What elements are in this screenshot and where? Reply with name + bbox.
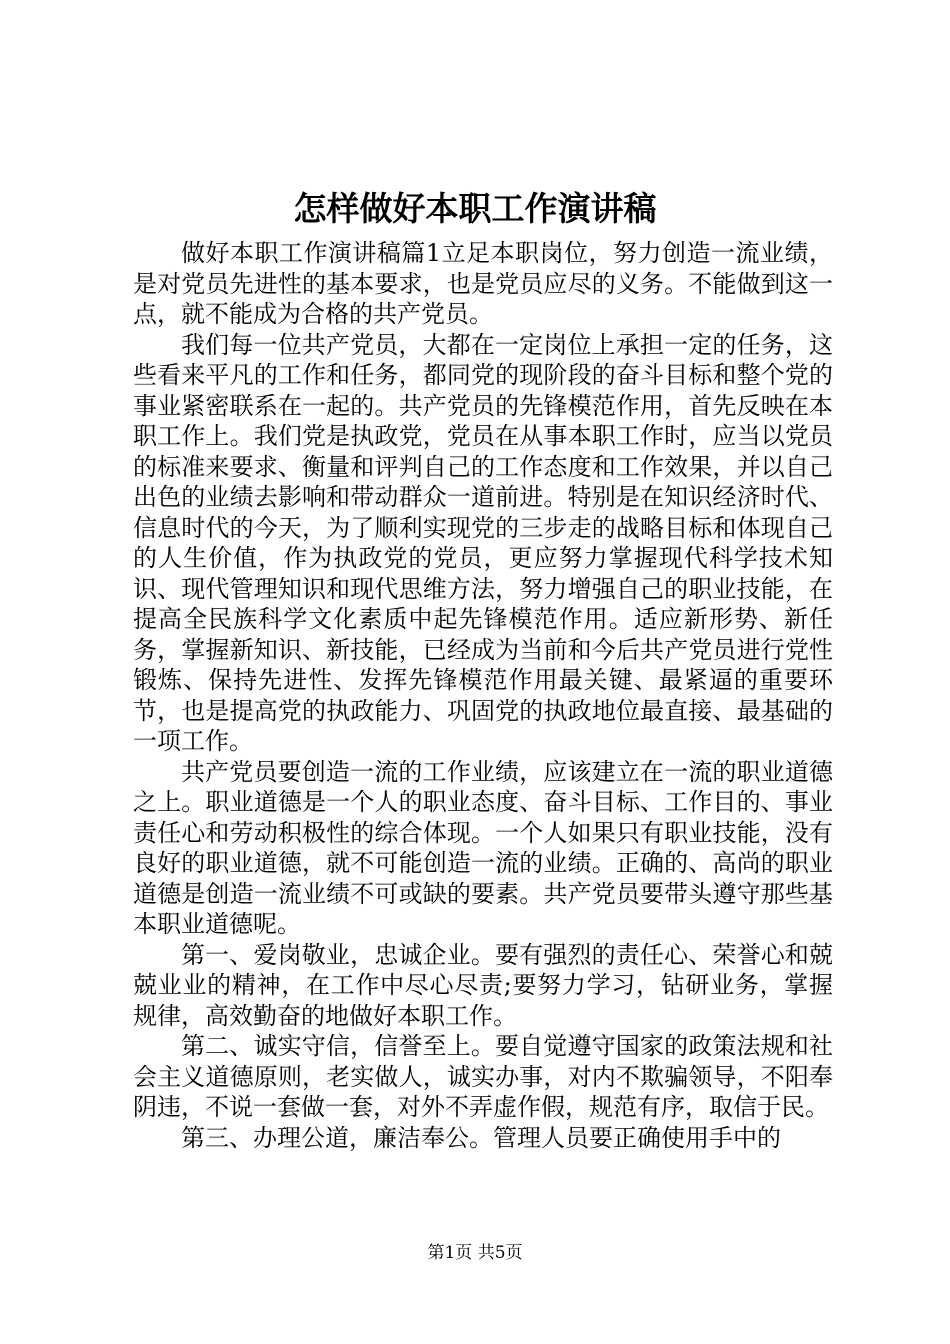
paragraph-6: 第三、办理公道，廉洁奉公。管理人员要正确使用手中的	[181, 1123, 781, 1152]
document-body	[133, 238, 833, 1153]
page-footer: 第1页 共5页	[427, 1243, 523, 1263]
paragraph-3: 共产党员要创造一流的工作业绩，应该建立在一流的职业道德之上。职业道德是一个人的职业态度、奋斗目标、工作目的、事业责任心和劳动积极性的综合体现。一个人如果只有职业技能，没有良好的职业道德，就不可能创造一流的业绩。正确的、高尚的职业道德是创造一流业绩不可或缺的要素。共产党员要带头遵守那些基本职业道德呢。	[133, 757, 833, 938]
paragraph-5: 第二、诚实守信，信誉至上。要自觉遵守国家的政策法规和社会主义道德原则，老实做人，诚实办事，对内不欺骗领导，不阳奉阴违，不说一套做一套，对外不弄虚作假，规范有序，取信于民。	[133, 1032, 833, 1121]
paragraph-2: 我们每一位共产党员，大都在一定岗位上承担一定的任务，这些看来平凡的工作和任务，都同党的现阶段的奋斗目标和整个党的事业紧密联系在一起的。共产党员的先锋模范作用，首先反映在本职工作上。我们党是执政党，党员在从事本职工作时，应当以党员的标准来要求、衡量和评判自己的工作态度和工作效果，并以自己出色的业绩去影响和带动群众一道前进。特别是在知识经济时代、信息时代的今天，为了顺利实现党的三步走的战略目标和体现自己的人生价值，作为执政党的党员，更应努力掌握现代科学技术知识、现代管理知识和现代思维方法，努力增强自己的职业技能，在提高全民族科学文化素质中起先锋模范作用。适应新形势、新任务，掌握新知识、新技能，已经成为当前和今后共产党员进行党性锻炼、保持先进性、发挥先锋模范作用最关键、最紧逼的重要环节，也是提高党的执政能力、巩固党的执政地位最直接、最基础的一项工作。	[133, 330, 833, 755]
paragraph-4: 第一、爱岗敬业，忠诚企业。要有强烈的责任心、荣誉心和兢兢业业的精神，在工作中尽心尽责;要努力学习，钻研业务，掌握规律，高效勤奋的地做好本职工作。	[133, 940, 833, 1030]
paragraph-1: 做好本职工作演讲稿篇1立足本职岗位，努力创造一流业绩，是对党员先进性的基本要求，也是党员应尽的义务。不能做到这一点，就不能成为合格的共产党员。	[133, 239, 833, 328]
document-title: 怎样做好本职工作演讲稿	[293, 189, 657, 228]
